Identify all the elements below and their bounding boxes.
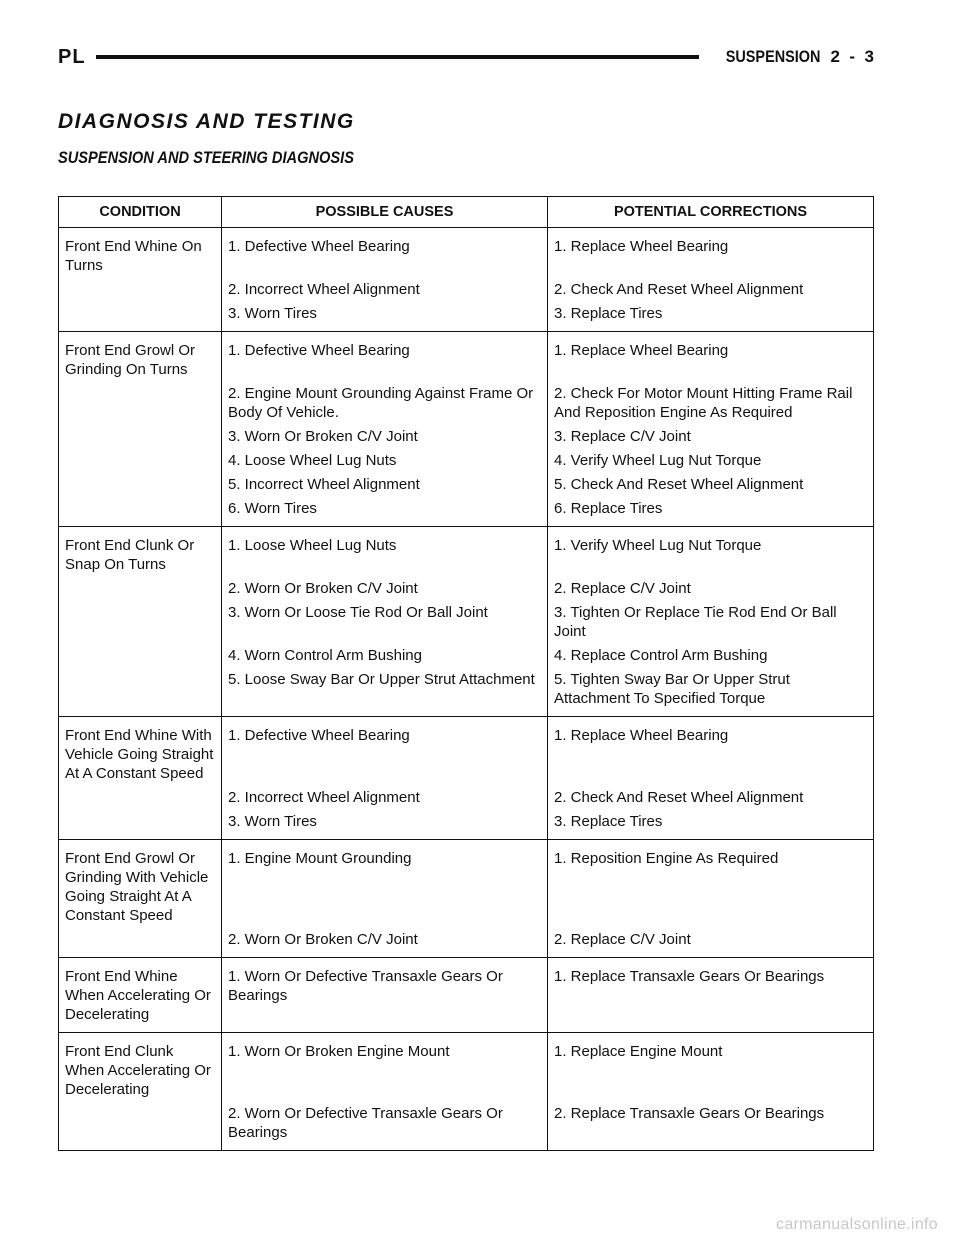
- table-row: [59, 451, 874, 475]
- table-body: [59, 228, 874, 1151]
- condition-cell: Front End Growl Or Grinding With Vehicle Going Straight At A Constant Speed: [59, 840, 222, 931]
- table-row: [59, 646, 874, 670]
- cause-cell: 2. Worn Or Broken C/V Joint: [222, 930, 548, 958]
- vehicle-code: PL: [58, 45, 86, 68]
- condition-cell: Front End Growl Or Grinding On Turns: [59, 332, 222, 385]
- correction-cell: 1. Replace Wheel Bearing: [548, 717, 874, 789]
- table-row: [59, 280, 874, 304]
- correction-cell: 2. Replace Transaxle Gears Or Bearings: [548, 1104, 874, 1151]
- column-header-condition: CONDITION: [59, 197, 222, 228]
- table-row: [59, 840, 874, 931]
- condition-cell-empty: [59, 1104, 222, 1151]
- condition-cell-empty: [59, 930, 222, 958]
- table-row: [59, 499, 874, 527]
- cause-cell: 3. Worn Tires: [222, 812, 548, 840]
- correction-cell: 2. Replace C/V Joint: [548, 579, 874, 603]
- condition-cell-empty: [59, 788, 222, 812]
- correction-cell: 1. Replace Transaxle Gears Or Bearings: [548, 958, 874, 1033]
- cause-cell: 1. Defective Wheel Bearing: [222, 228, 548, 281]
- cause-cell: 5. Loose Sway Bar Or Upper Strut Attachment: [222, 670, 548, 717]
- page-number: 2 - 3: [830, 47, 874, 66]
- page-title: DIAGNOSIS AND TESTING: [58, 110, 355, 133]
- table-row: [59, 788, 874, 812]
- column-header-causes: POSSIBLE CAUSES: [222, 197, 548, 228]
- cause-cell: 2. Incorrect Wheel Alignment: [222, 788, 548, 812]
- table-row: [59, 304, 874, 332]
- correction-cell: 3. Replace Tires: [548, 812, 874, 840]
- cause-cell: 4. Worn Control Arm Bushing: [222, 646, 548, 670]
- table-row: [59, 812, 874, 840]
- condition-cell-empty: [59, 670, 222, 717]
- cause-cell: 1. Engine Mount Grounding: [222, 840, 548, 931]
- cause-cell: 2. Engine Mount Grounding Against Frame Or Body Of Vehicle.: [222, 384, 548, 427]
- correction-cell: 4. Replace Control Arm Bushing: [548, 646, 874, 670]
- cause-cell: 1. Loose Wheel Lug Nuts: [222, 527, 548, 580]
- table-row: [59, 427, 874, 451]
- correction-cell: 1. Replace Wheel Bearing: [548, 228, 874, 281]
- cause-cell: 4. Loose Wheel Lug Nuts: [222, 451, 548, 475]
- condition-cell-empty: [59, 646, 222, 670]
- cause-cell: 2. Incorrect Wheel Alignment: [222, 280, 548, 304]
- correction-cell: 2. Check And Reset Wheel Alignment: [548, 280, 874, 304]
- condition-cell: Front End Clunk Or Snap On Turns: [59, 527, 222, 580]
- table-row: [59, 1033, 874, 1105]
- table-row: [59, 475, 874, 499]
- table-row: [59, 603, 874, 646]
- cause-cell: 6. Worn Tires: [222, 499, 548, 527]
- table-row: [59, 332, 874, 385]
- cause-cell: 1. Worn Or Defective Transaxle Gears Or Bearings: [222, 958, 548, 1033]
- condition-cell-empty: [59, 280, 222, 304]
- table-row: [59, 1104, 874, 1151]
- correction-cell: 1. Verify Wheel Lug Nut Torque: [548, 527, 874, 580]
- table-row: [59, 527, 874, 580]
- cause-cell: 3. Worn Or Loose Tie Rod Or Ball Joint: [222, 603, 548, 646]
- condition-cell-empty: [59, 384, 222, 427]
- cause-cell: 2. Worn Or Defective Transaxle Gears Or Bearings: [222, 1104, 548, 1151]
- correction-cell: 2. Check And Reset Wheel Alignment: [548, 788, 874, 812]
- correction-cell: 4. Verify Wheel Lug Nut Torque: [548, 451, 874, 475]
- condition-cell-empty: [59, 451, 222, 475]
- section-name: SUSPENSION: [725, 47, 821, 66]
- header-rule: [96, 55, 699, 59]
- correction-cell: 2. Replace C/V Joint: [548, 930, 874, 958]
- table-row: [59, 717, 874, 789]
- table-row: [59, 579, 874, 603]
- correction-cell: 6. Replace Tires: [548, 499, 874, 527]
- column-header-corrections: POTENTIAL CORRECTIONS: [548, 197, 874, 228]
- table-row: [59, 228, 874, 281]
- table-row: [59, 930, 874, 958]
- condition-cell: Front End Clunk When Accelerating Or Decelerating: [59, 1033, 222, 1105]
- correction-cell: 3. Replace Tires: [548, 304, 874, 332]
- correction-cell: 3. Tighten Or Replace Tie Rod End Or Ball Joint: [548, 603, 874, 646]
- condition-cell-empty: [59, 812, 222, 840]
- cause-cell: 5. Incorrect Wheel Alignment: [222, 475, 548, 499]
- correction-cell: 1. Replace Engine Mount: [548, 1033, 874, 1105]
- correction-cell: 5. Tighten Sway Bar Or Upper Strut Attachment To Specified Torque: [548, 670, 874, 717]
- cause-cell: 1. Defective Wheel Bearing: [222, 717, 548, 789]
- correction-cell: 1. Reposition Engine As Required: [548, 840, 874, 931]
- condition-cell-empty: [59, 475, 222, 499]
- correction-cell: 1. Replace Wheel Bearing: [548, 332, 874, 385]
- cause-cell: 2. Worn Or Broken C/V Joint: [222, 579, 548, 603]
- correction-cell: 5. Check And Reset Wheel Alignment: [548, 475, 874, 499]
- table-header-row: [59, 197, 874, 228]
- condition-cell-empty: [59, 603, 222, 646]
- table-row: [59, 958, 874, 1033]
- condition-cell-empty: [59, 427, 222, 451]
- condition-cell-empty: [59, 579, 222, 603]
- watermark: carmanualsonline.info: [776, 1216, 938, 1233]
- section-subtitle: SUSPENSION AND STEERING DIAGNOSIS: [58, 148, 354, 167]
- cause-cell: 3. Worn Or Broken C/V Joint: [222, 427, 548, 451]
- correction-cell: 2. Check For Motor Mount Hitting Frame Rail And Reposition Engine As Required: [548, 384, 874, 427]
- page-header: [58, 42, 874, 72]
- condition-cell-empty: [59, 499, 222, 527]
- cause-cell: 1. Worn Or Broken Engine Mount: [222, 1033, 548, 1105]
- table-row: [59, 670, 874, 717]
- cause-cell: 1. Defective Wheel Bearing: [222, 332, 548, 385]
- diagnosis-table: [58, 196, 874, 1151]
- condition-cell: Front End Whine With Vehicle Going Straight At A Constant Speed: [59, 717, 222, 789]
- table-row: [59, 384, 874, 427]
- correction-cell: 3. Replace C/V Joint: [548, 427, 874, 451]
- cause-cell: 3. Worn Tires: [222, 304, 548, 332]
- condition-cell: Front End Whine On Turns: [59, 228, 222, 281]
- condition-cell: Front End Whine When Accelerating Or Decelerating: [59, 958, 222, 1033]
- condition-cell-empty: [59, 304, 222, 332]
